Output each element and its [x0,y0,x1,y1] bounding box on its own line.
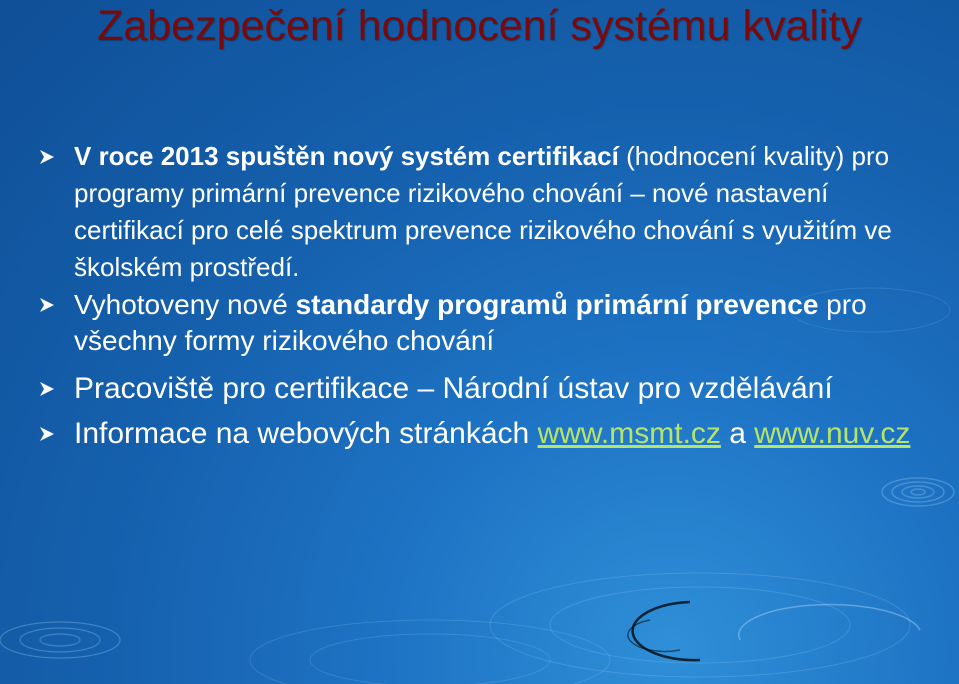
bullet-2-bold-text: standardy programů primární prevence [295,289,819,320]
arrowhead-bullet-icon [38,296,56,314]
arrowhead-bullet-icon [38,148,56,166]
bullet-list [38,138,938,451]
slide-title: Zabezpečení hodnocení systému kvality [97,2,862,50]
bullet-1-bold-text: V roce 2013 spuštěn nový systém certifikací [74,141,619,171]
arrowhead-bullet-icon [38,425,56,443]
bullet-4-text: Informace na webových stránkách [74,417,538,450]
bullet-certification-system [38,138,938,286]
bullet-1-text: (hodnocení kvality) pro programy primární prevence rizikového chování – nové nastavení certifikací pro celé spektrum prevence rizikového chování s využitím ve školském prostředí. [74,141,892,282]
bullet-2-text-start: Vyhotoveny nové [74,289,296,320]
msmt-link[interactable]: www.msmt.cz [537,417,721,450]
bullet-2-text-end: pro všechny formy rizikového chování [74,289,867,356]
bullet-standards [38,287,938,359]
bullet-certification-workplace [38,371,938,406]
arrowhead-bullet-icon [38,380,56,398]
bullet-3-text: Pracoviště pro certifikace – Národní ústav pro vzdělávání [74,372,833,405]
nuv-link[interactable]: www.nuv.cz [754,417,911,450]
bullet-information-links [38,416,938,451]
bullet-4-connector: a [720,417,755,450]
